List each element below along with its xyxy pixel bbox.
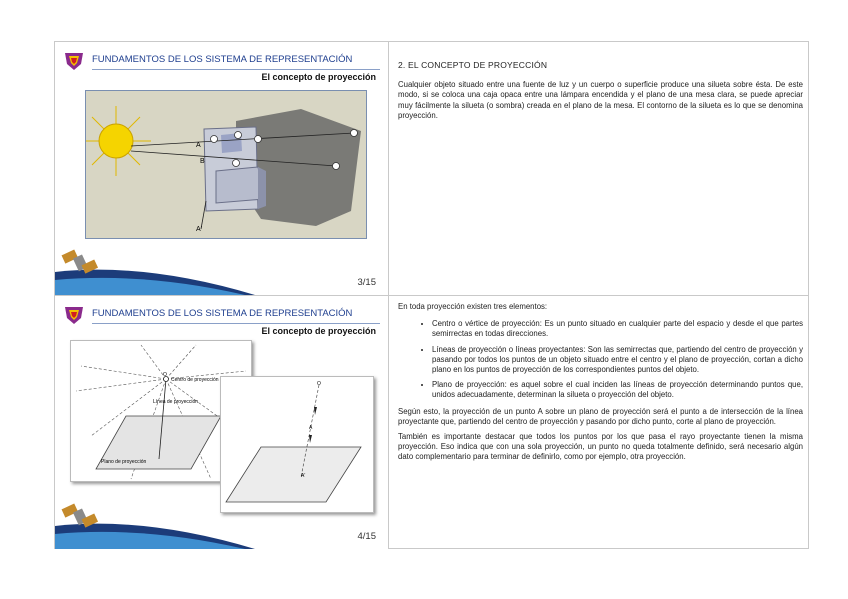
list-item: • Líneas de proyección o líneas proyectantes: Son las semirrectas que, partiendo del centro de proyección y pasando por todos los puntos de un objeto situado entre el centro y el plano de proyección, cortan a dicho plano en los puntos de proyección de los correspondientes puntos del objeto. (432, 345, 803, 376)
notes-section-2 (398, 302, 803, 468)
label-vertex: O (163, 372, 167, 378)
label-o: O (317, 381, 321, 387)
header-rule (92, 69, 380, 70)
swoosh-decoration (55, 242, 255, 295)
sun-icon (86, 106, 151, 176)
label-a-prime: A' (196, 226, 203, 233)
label-point-a: A (309, 425, 313, 431)
label-line: Línea de proyección (153, 399, 199, 405)
page-number: 3/15 (357, 277, 376, 288)
section-paragraph: También es importante destacar que todos los puntos por los que pasa el rayo proyectante tienen la misma proyección. Eso indica que con una sola proyección, un punto no queda totalmente definido, será necesario algún dato complementario para terminar de definirlo, como por ejemplo, otra proyección. (398, 432, 803, 462)
header-rule (92, 323, 380, 324)
slide-subtitle: El concepto de proyección (261, 326, 376, 336)
slide-3 (55, 42, 388, 295)
label-plane: Plano de proyección (101, 459, 147, 465)
swoosh-decoration (55, 496, 255, 549)
section-paragraph: Según esto, la proyección de un punto A sobre un plano de proyección será el punto a de intersección de la línea proyectante que, partiendo del centro de proyección y pasando por dicho punto, corte al plano de proyección. (398, 406, 803, 426)
shield-logo-icon (63, 50, 85, 72)
label-point-a-prime: A' (301, 473, 306, 479)
header-title: FUNDAMENTOS DE LOS SISTEMA DE REPRESENTACIÓN (92, 54, 353, 65)
slide-subtitle: El concepto de proyección (261, 72, 376, 82)
satellite-icon (62, 250, 98, 274)
shield-logo-icon (63, 304, 85, 326)
notes-section-1 (398, 60, 803, 126)
projection-figure (85, 90, 367, 239)
point-projection-figure (220, 376, 374, 513)
plane-of-projection-right (226, 447, 361, 502)
page-number: 4/15 (357, 531, 376, 542)
label-center: Centro de proyección (171, 377, 219, 383)
label-a: A (196, 142, 201, 149)
section-intro: En toda proyección existen tres elementos: (398, 302, 548, 311)
header-title: FUNDAMENTOS DE LOS SISTEMA DE REPRESENTACIÓN (92, 308, 353, 319)
section-title: 2. EL CONCEPTO DE PROYECCIÓN (398, 60, 548, 70)
satellite-icon (62, 504, 98, 528)
section-paragraph: Cualquier objeto situado entre una fuente de luz y un cuerpo o superficie produce una silueta sobre ésta. De este modo, si se coloca una caja opaca entre una lámpara encendida y el plano de una mesa clara, se puede apreciar muy fácilmente la silueta (o sombra) creada en el plano de la mesa. El contorno de la silueta es lo que se denomina proyección. (398, 80, 803, 120)
elements-list (398, 319, 803, 400)
list-item: • Centro o vértice de proyección: Es un punto situado en cualquier parte del espacio y desde el que partes semirrectas en todas direcciones. (432, 319, 803, 339)
list-item: • Plano de proyección: es aquel sobre el cual inciden las líneas de proyección determinando puntos que, unidos adecuadamente, determinan la silueta o proyección del objeto. (432, 380, 803, 400)
slide-4 (55, 296, 388, 549)
label-b: B (200, 158, 205, 165)
vertical-divider (388, 41, 389, 549)
